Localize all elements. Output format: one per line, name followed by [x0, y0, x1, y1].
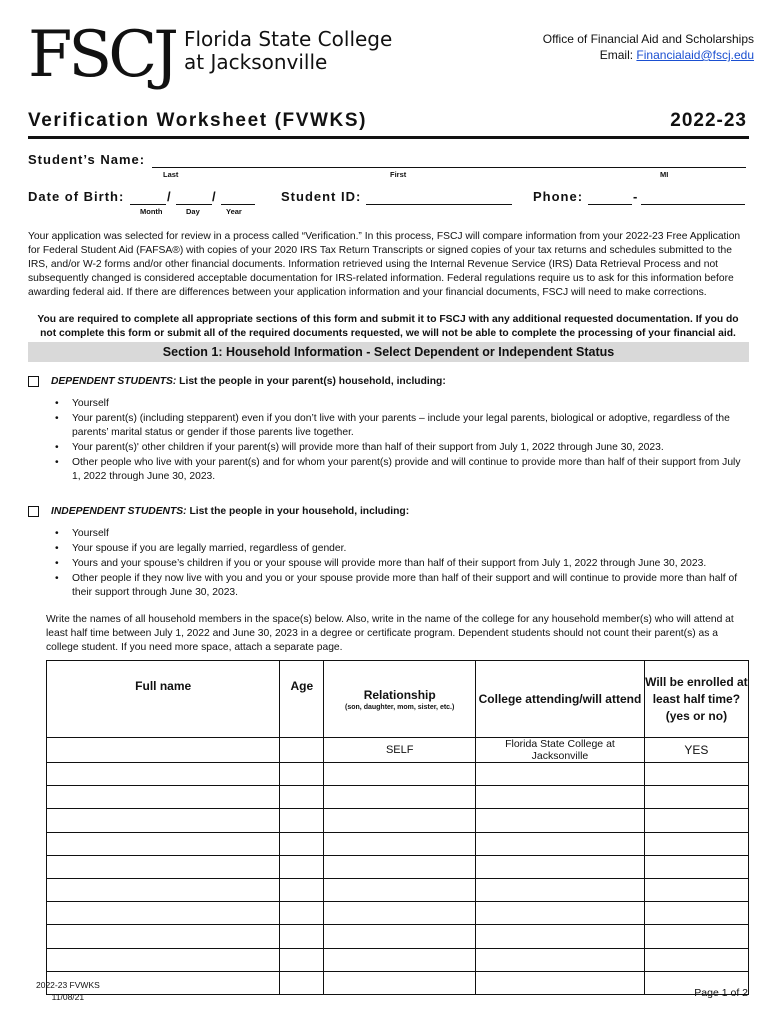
cell-relationship[interactable] — [324, 832, 476, 855]
phone-dash: - — [633, 189, 639, 204]
cell-college[interactable]: Florida State College at Jacksonville — [476, 738, 645, 763]
dependent-label: DEPENDENT STUDENTS: — [51, 376, 177, 387]
college-name-line2: at Jacksonville — [184, 50, 328, 74]
table-row — [47, 925, 749, 948]
dependent-checkbox[interactable] — [28, 376, 39, 387]
dob-slash-1: / — [167, 189, 172, 204]
cell-name[interactable] — [47, 763, 280, 786]
cell-age[interactable] — [280, 738, 324, 763]
dob-month-field[interactable] — [130, 190, 166, 205]
month-caption: Month — [140, 207, 163, 216]
cell-relationship[interactable] — [324, 878, 476, 901]
cell-age[interactable] — [280, 786, 324, 809]
dob-year-field[interactable] — [221, 190, 255, 205]
household-instructions: Write the names of all household members in the space(s) below. Also, write in the name of the college for any household member(s) who will attend at least half time between July 1, 2022 and June 30, 2023 in a degree or certificate program. Dependent students should not count their parent(s) as a college student. If you need more space, attach a separate page. — [46, 614, 734, 653]
required-note: You are required to complete all appropriate sections of this form and submit it to FSCJ with any additional requested documentation. If you do not complete this form or submit all of the required documents requested, we will not be able to complete the processing of your financial aid. — [37, 314, 739, 339]
independent-text: List the people in your household, including: — [189, 506, 410, 517]
email-link[interactable]: Financialaid@fscj.edu — [636, 48, 754, 62]
household-table — [46, 660, 749, 995]
day-caption: Day — [186, 207, 200, 216]
table-row — [47, 855, 749, 878]
cell-enrolled[interactable] — [644, 832, 748, 855]
cell-name[interactable] — [47, 786, 280, 809]
cell-relationship[interactable] — [324, 925, 476, 948]
cell-college[interactable] — [476, 878, 645, 901]
table-row — [47, 878, 749, 901]
cell-age[interactable] — [280, 971, 324, 994]
cell-relationship[interactable] — [324, 763, 476, 786]
cell-college[interactable] — [476, 809, 645, 832]
section-1-title: Section 1: Household Information - Select Dependent or Independent Status — [162, 345, 615, 359]
col-relationship-label: Relationship — [363, 687, 436, 702]
phone-area-field[interactable] — [588, 190, 632, 205]
list-item: • Yourself — [52, 527, 750, 541]
table-row — [47, 786, 749, 809]
cell-enrolled[interactable] — [644, 878, 748, 901]
cell-age[interactable] — [280, 925, 324, 948]
cell-college[interactable] — [476, 948, 645, 971]
table-header-row — [47, 661, 749, 738]
office-contact — [543, 31, 754, 63]
cell-enrolled[interactable] — [644, 855, 748, 878]
dependent-text: List the people in your parent(s) household, including: — [179, 376, 446, 387]
cell-age[interactable] — [280, 855, 324, 878]
college-name — [184, 28, 392, 74]
cell-age[interactable] — [280, 878, 324, 901]
dependent-list — [52, 397, 750, 485]
mi-caption: MI — [660, 170, 669, 179]
cell-enrolled[interactable]: YES — [644, 738, 748, 763]
cell-college[interactable] — [476, 763, 645, 786]
cell-name[interactable] — [47, 832, 280, 855]
cell-enrolled[interactable] — [644, 925, 748, 948]
title-rule — [28, 136, 749, 139]
cell-college[interactable] — [476, 971, 645, 994]
col-age: Age — [280, 661, 324, 738]
cell-relationship[interactable] — [324, 902, 476, 925]
office-name: Office of Financial Aid and Scholarships — [542, 32, 754, 46]
independent-label: INDEPENDENT STUDENTS: — [51, 506, 187, 517]
first-name-caption: First — [390, 170, 407, 179]
independent-option — [51, 506, 409, 517]
cell-age[interactable] — [280, 902, 324, 925]
cell-name[interactable] — [47, 878, 280, 901]
cell-age[interactable] — [280, 763, 324, 786]
student-id-label: Student ID: — [281, 189, 362, 204]
form-date: 11/08/21 — [51, 992, 85, 1002]
year-caption: Year — [226, 207, 242, 216]
col-enrolled: Will be enrolled at least half time? (yes or no) — [644, 661, 748, 738]
cell-enrolled[interactable] — [644, 809, 748, 832]
cell-name[interactable] — [47, 902, 280, 925]
list-item: • Yours and your spouse’s children if you or your spouse will provide more than half of their support from July 1, 2022 through June 30, 2023. — [52, 557, 750, 571]
fscj-logo — [28, 16, 184, 100]
col-relationship — [324, 661, 476, 738]
page-title: Verification Worksheet (FVWKS) — [28, 110, 368, 131]
cell-age[interactable] — [280, 809, 324, 832]
cell-relationship[interactable] — [324, 786, 476, 809]
intro-paragraph: Your application was selected for review in a process called “Verification.” In this process, FSCJ will compare information from your 2022-23 Free Application for Federal Student Aid (FAFSA®) with copies of your 2020 IRS Tax Return Transcripts or signed copies of your tax returns and schedules submitted to the IRS, and/or W-2 forms and/or other financial documents. Information retrieved using the Internal Revenue Service (IRS) Data Retrieval Process and not subsequently changed is considered acceptable documentation for IRS-related information. Federal regulations require us to ask for this information before awarding federal aid. If there are differences between your application information and your financial documents, FSCJ will need to make corrections. — [28, 231, 741, 298]
phone-label: Phone: — [533, 189, 584, 204]
cell-enrolled[interactable] — [644, 786, 748, 809]
cell-age[interactable] — [280, 948, 324, 971]
list-item: • Your parent(s)' other children if your parent(s) will provide more than half of their support from July 1, 2022 through June 30, 2023. — [52, 441, 750, 455]
cell-college[interactable] — [476, 902, 645, 925]
independent-checkbox[interactable] — [28, 506, 39, 517]
cell-college[interactable] — [476, 786, 645, 809]
list-item: • Your parent(s) (including stepparent) even if you don’t live with your parents – include your legal parents, biological or adoptive, regardless of the parents’ marital status or gender if those parents live together. — [52, 412, 750, 440]
dob-day-field[interactable] — [176, 190, 212, 205]
cell-college[interactable] — [476, 832, 645, 855]
cell-enrolled[interactable] — [644, 902, 748, 925]
dependent-option — [51, 376, 446, 387]
award-year: 2022-23 — [670, 110, 747, 131]
page-number: Page 1 of 2 — [694, 987, 748, 999]
cell-name[interactable] — [47, 809, 280, 832]
cell-relationship[interactable] — [324, 809, 476, 832]
logo-letters: FSCJ — [28, 18, 175, 92]
cell-college[interactable] — [476, 855, 645, 878]
cell-name[interactable] — [47, 948, 280, 971]
cell-relationship[interactable]: SELF — [324, 738, 476, 763]
cell-enrolled[interactable] — [644, 948, 748, 971]
table-row — [47, 763, 749, 786]
college-name-line1: Florida State College — [184, 27, 393, 51]
section-1-header — [28, 342, 749, 362]
list-item: • Other people who live with your parent(s) and for whom your parent(s) provide and will continue to provide more than half of their support from July 1, 2022 through June 30, 2023. — [52, 456, 750, 484]
dob-label: Date of Birth: — [28, 189, 125, 204]
phone-number-field[interactable] — [641, 190, 745, 205]
cell-relationship[interactable] — [324, 971, 476, 994]
email-line — [543, 47, 754, 63]
table-row — [47, 948, 749, 971]
cell-enrolled[interactable] — [644, 763, 748, 786]
cell-name[interactable] — [47, 738, 280, 763]
table-row — [47, 902, 749, 925]
col-relationship-hint: (son, daughter, mom, sister, etc.) — [345, 703, 455, 711]
table-row — [47, 809, 749, 832]
list-item: • Yourself — [52, 397, 750, 411]
list-item: • Other people if they now live with you and you or your spouse provide more than half of their support and will continue to provide more than half of their support through June 30, 2023. — [52, 572, 750, 600]
dob-slash-2: / — [212, 189, 217, 204]
list-item: • Your spouse if you are legally married, regardless of gender. — [52, 542, 750, 556]
student-name-field[interactable] — [152, 153, 746, 168]
independent-list — [52, 527, 750, 601]
table-row — [47, 832, 749, 855]
cell-name[interactable] — [47, 855, 280, 878]
form-code: 2022-23 FVWKS — [36, 980, 100, 990]
cell-relationship[interactable] — [324, 855, 476, 878]
table-row — [47, 738, 749, 763]
cell-relationship[interactable] — [324, 948, 476, 971]
email-label: Email: — [599, 48, 634, 62]
cell-name[interactable] — [47, 925, 280, 948]
col-full-name: Full name — [47, 661, 280, 738]
cell-age[interactable] — [280, 832, 324, 855]
cell-college[interactable] — [476, 925, 645, 948]
last-name-caption: Last — [163, 170, 179, 179]
student-id-field[interactable] — [366, 190, 512, 205]
student-name-label: Student’s Name: — [28, 152, 146, 167]
table-row — [47, 971, 749, 994]
form-footer — [36, 979, 100, 1003]
col-college: College attending/will attend — [476, 661, 645, 738]
